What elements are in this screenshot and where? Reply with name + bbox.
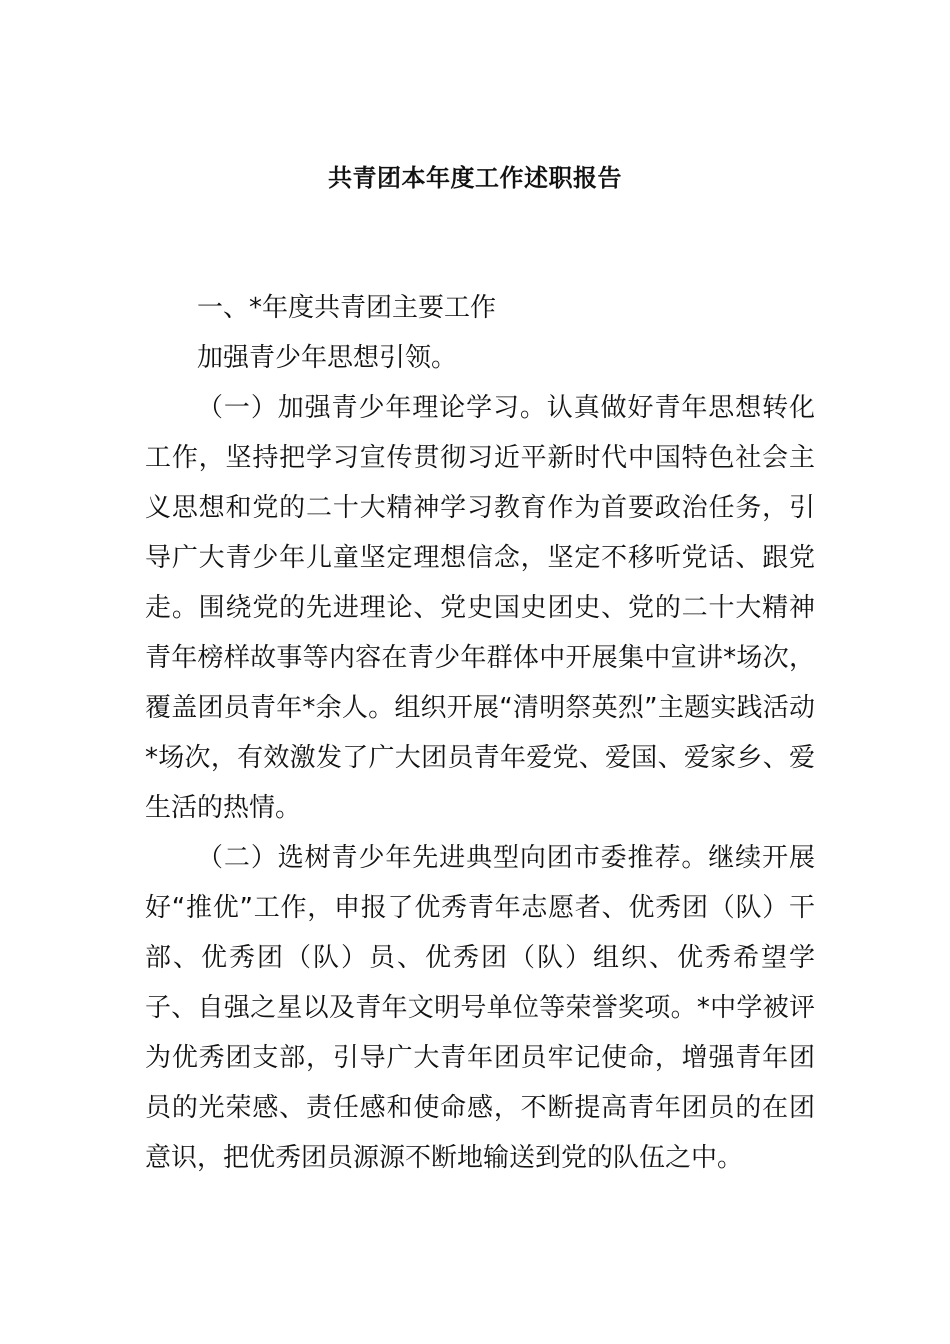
document-title: 共青团本年度工作述职报告 bbox=[328, 164, 622, 192]
document-body bbox=[145, 283, 815, 1183]
subsection-heading: 加强青少年思想引领。 bbox=[197, 343, 458, 373]
section-heading: 一、*年度共青团主要工作 bbox=[197, 293, 497, 323]
paragraph-model-selection: （二）选树青少年先进典型向团市委推荐。继续开展好“推优”工作，申报了优秀青年志愿者、优秀团（队）干部、优秀团（队）员、优秀团（队）组织、优秀希望学子、自强之星以及青年文明号单位等荣誉奖项。*中学被评为优秀团支部，引导广大青年团员牢记使命，增强青年团员的光荣感、责任感和使命感，不断提高青年团员的在团意识，把优秀团员源源不断地输送到党的队伍之中。 bbox=[145, 843, 815, 1173]
paragraph-theory-study: （一）加强青少年理论学习。认真做好青年思想转化工作，坚持把学习宣传贯彻习近平新时代中国特色社会主义思想和党的二十大精神学习教育作为首要政治任务，引导广大青少年儿童坚定理想信念，坚定不移听党话、跟党走。围绕党的先进理论、党史国史团史、党的二十大精神青年榜样故事等内容在青少年群体中开展集中宣讲*场次，覆盖团员青年*余人。组织开展“清明祭英烈”主题实践活动*场次，有效激发了广大团员青年爱党、爱国、爱家乡、爱生活的热情。 bbox=[145, 393, 815, 823]
